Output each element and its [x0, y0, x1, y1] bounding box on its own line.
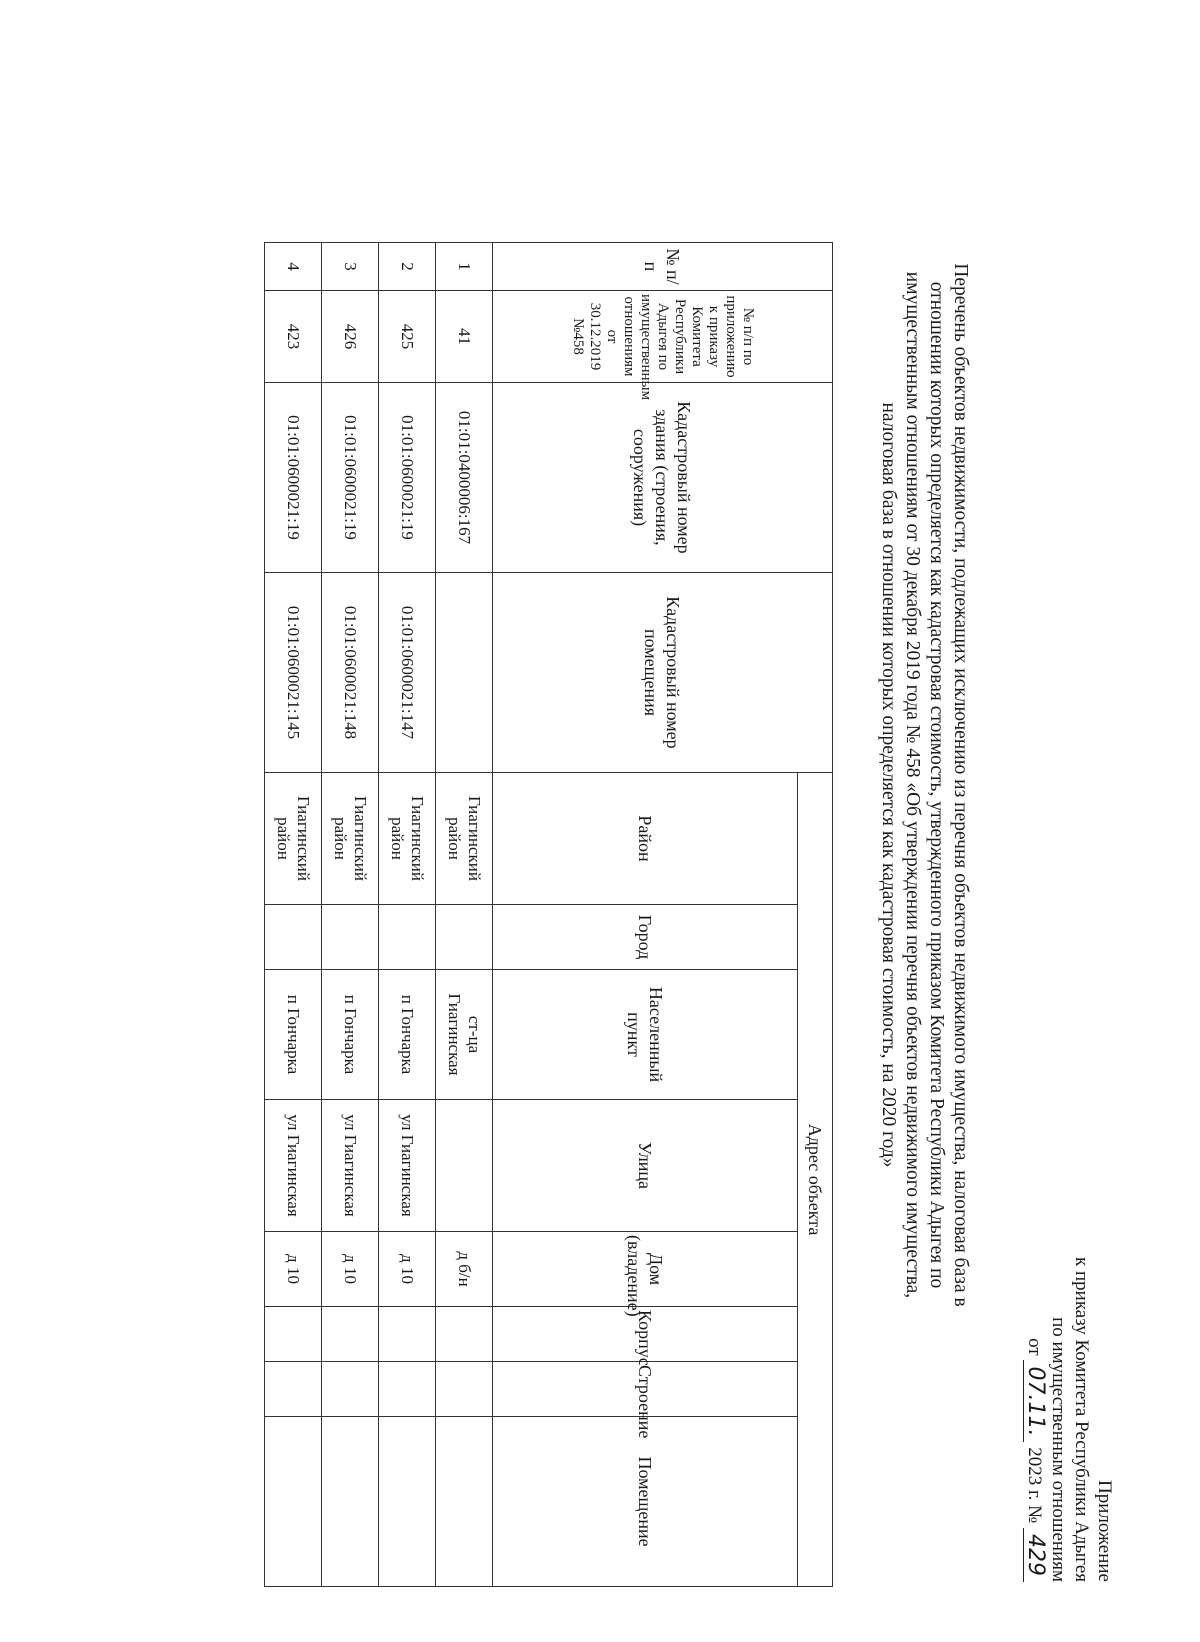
cell-district: Гиагинский район [379, 773, 436, 905]
cell-settlement: п Гончарка [379, 970, 436, 1100]
cell-district: Гиагинский район [265, 773, 322, 905]
header-num: № п/п [493, 243, 833, 291]
cell-street: ул Гиагинская [265, 1100, 322, 1232]
header-room: Помещение [493, 1417, 798, 1587]
cell-street: ул Гиагинская [379, 1100, 436, 1232]
cell-street [436, 1100, 493, 1232]
cell-room-cadastral [436, 573, 493, 773]
table-row [322, 243, 379, 1587]
header-num-in-appendix: № п/п по приложению к приказу Комитета Республики Адыгея по имущественным отношениям от 30.12.2019 №458 [493, 291, 833, 383]
cell-settlement: п Гончарка [322, 970, 379, 1100]
cell-house: д 10 [265, 1232, 322, 1307]
cell-house: д 10 [379, 1232, 436, 1307]
header-house: Дом (владение) [493, 1232, 798, 1307]
cell-appendix-num: 425 [379, 291, 436, 383]
cell-korpus [265, 1307, 322, 1362]
handwritten-order-number: 429 [1023, 1528, 1047, 1582]
table-row [265, 243, 322, 1587]
cell-city [322, 905, 379, 970]
cell-num: 2 [379, 243, 436, 291]
table-row [436, 243, 493, 1587]
appendix-block [1023, 1022, 1116, 1582]
cell-korpus [436, 1307, 493, 1362]
document-title: Перечень объектов недвижимости, подлежащих исключению из перечня объектов недвижимого имущества, налоговая база в отношении которых определяется как кадастровая стоимость, утвержденного приказом Комитета Республики Адыгея по имущественным отношениям от 30 декабря 2019 года № 458 «Об утверждении перечня объектов недвижимого имущества, налоговая база в отношении которых определяется как кадастровая стоимость, на 2020 год» [878, 263, 971, 1307]
cell-appendix-num: 41 [436, 291, 493, 383]
header-district: Район [493, 773, 798, 905]
date-prefix: от [1024, 1338, 1045, 1356]
cell-room [436, 1417, 493, 1587]
cell-room [265, 1417, 322, 1587]
cell-settlement: ст-ца Гиагинская [436, 970, 493, 1100]
header-row-1 [798, 243, 833, 1587]
cell-house: д 10 [322, 1232, 379, 1307]
cell-stroenie [436, 1362, 493, 1417]
cell-room-cadastral: 01:01:0600021:145 [265, 573, 322, 773]
cell-building-cadastral: 01:01:0600021:19 [265, 383, 322, 573]
cell-num: 3 [322, 243, 379, 291]
cell-city [379, 905, 436, 970]
cell-appendix-num: 423 [265, 291, 322, 383]
table-row [379, 243, 436, 1587]
cell-room-cadastral: 01:01:0600021:147 [379, 573, 436, 773]
cell-korpus [322, 1307, 379, 1362]
cell-house: д б/н [436, 1232, 493, 1307]
header-city: Город [493, 905, 798, 970]
cell-settlement: п Гончарка [265, 970, 322, 1100]
cell-room-cadastral: 01:01:0600021:148 [322, 573, 379, 773]
cell-building-cadastral: 01:01:0400006:167 [436, 383, 493, 573]
header-room-cadastral: Кадастровый номер помещения [493, 573, 833, 773]
cell-street: ул Гиагинская [322, 1100, 379, 1232]
header-building-cadastral: Кадастровый номер здания (строения, сооружения) [493, 383, 833, 573]
header-street: Улица [493, 1100, 798, 1232]
handwritten-date: 07.11. [1023, 1360, 1047, 1442]
cell-num: 4 [265, 243, 322, 291]
cell-stroenie [379, 1362, 436, 1417]
date-year: 2023 г. № [1024, 1447, 1045, 1524]
cell-korpus [379, 1307, 436, 1362]
appendix-date-line [1023, 1022, 1047, 1582]
cell-stroenie [265, 1362, 322, 1417]
cell-num: 1 [436, 243, 493, 291]
cell-stroenie [322, 1362, 379, 1417]
appendix-committee: по имущественным отношениям [1048, 1317, 1069, 1582]
header-settlement: Населенный пункт [493, 970, 798, 1100]
header-korpus: Корпус [493, 1307, 798, 1362]
cell-building-cadastral: 01:01:0600021:19 [322, 383, 379, 573]
header-stroenie: Строение [493, 1362, 798, 1417]
objects-table [264, 242, 833, 1587]
cell-city [265, 905, 322, 970]
cell-district: Гиагинский район [322, 773, 379, 905]
appendix-order-ref: к приказу Комитета Республики Адыгея [1071, 1257, 1092, 1582]
header-address-group: Адрес объекта [798, 773, 833, 1587]
cell-city [436, 905, 493, 970]
cell-appendix-num: 426 [322, 291, 379, 383]
cell-room [322, 1417, 379, 1587]
cell-room [379, 1417, 436, 1587]
cell-district: Гиагинский район [436, 773, 493, 905]
cell-building-cadastral: 01:01:0600021:19 [379, 383, 436, 573]
appendix-title: Приложение [1094, 1480, 1115, 1582]
